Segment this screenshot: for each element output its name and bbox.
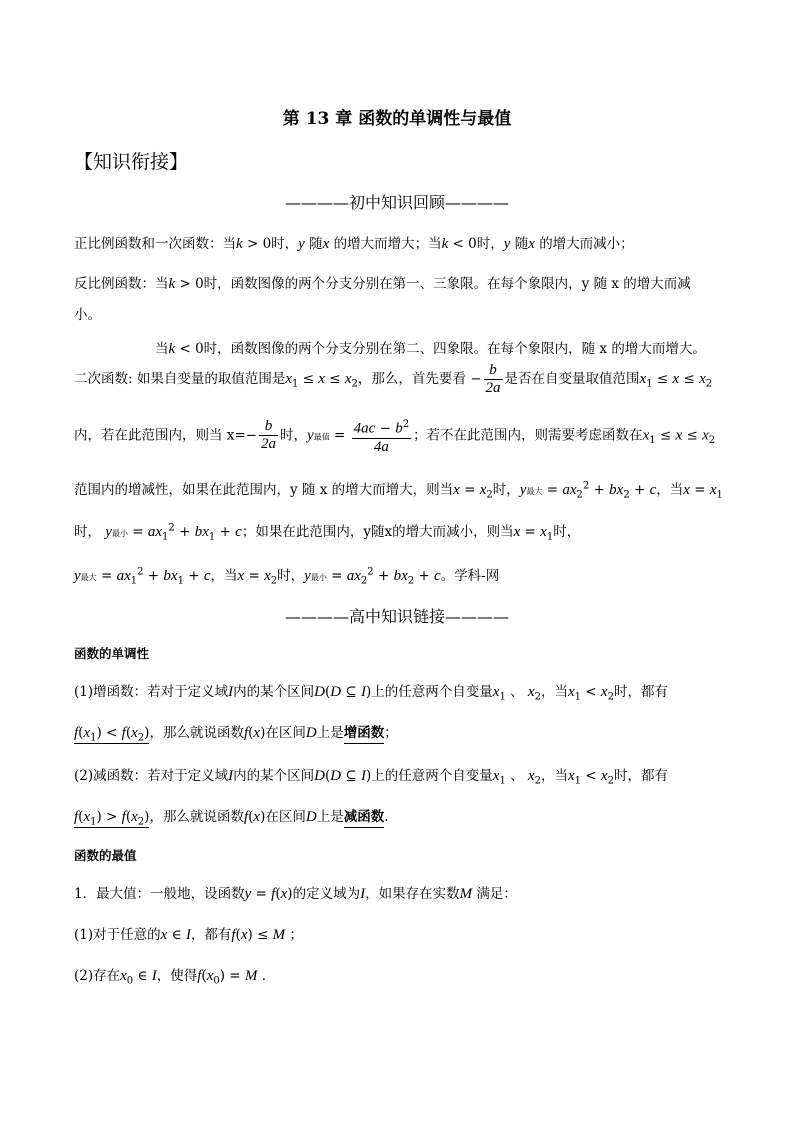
junior-p4: 二次函数: 如果自变量的取值范围是$x_1 \le x \le x_2$，那么，首先要看 − $\frac{b}{2a}$ 是否在自变量取值范围$x_1 \le x \le x_2$: [74, 362, 713, 396]
junior-p5: 内，若在此范围内，则当 x=− $\frac{b}{2a}$ 时，y最值 = $\frac{4ac - b^2}{4a}$ ；若不在此范围内，则需要考虑函数在$x_1 \le x \le x_2$: [74, 416, 715, 456]
senior-header: ————高中知识链接————: [284, 607, 509, 626]
junior-p3: 当k < 0时，函数图像的两个分支分别在第二、四象限。在每个象限内，随 x 的增大而增大。: [155, 341, 706, 357]
junior-p1: 正比例函数和一次函数：当k > 0时，y 随x 的增大而增大；当k < 0时，y 随x 的增大而减小；: [74, 236, 634, 252]
decreasing-def-cont: $f(x_1) > f(x_2)$，那么就说函数f(x)在区间D上是减函数.: [74, 809, 389, 828]
increasing-def: (1)增函数：若对于定义域I内的某个区间D(D ⊆ I)上的任意两个自变量$x_1$ 、 $x_2$，当$x_1 < x_2$时，都有: [74, 684, 668, 703]
condition-1: (1)对于任意的x ∈ I，都有f(x) ≤ M ；: [74, 927, 303, 943]
extrema-heading: 函数的最值: [74, 848, 137, 863]
maximum-def: 1．最大值：一般地，设函数y = f(x)的定义域为I，如果存在实数M 满足：: [74, 886, 517, 902]
monotonicity-heading: 函数的单调性: [74, 646, 150, 661]
condition-2: (2)存在$x_0$ ∈ I，使得$f(x_0) = M$ .: [74, 968, 267, 987]
term-decreasing: 减函数: [344, 809, 385, 828]
junior-p7: 时， y最小 = $ax_1^2 + bx_1 + c$；如果在此范围内，y随x的增大而减小，则当$x = x_1$时，: [74, 522, 581, 543]
junior-p2: 反比例函数：当k > 0时，函数图像的两个分支分别在第一、三象限。在每个象限内，y 随 x 的增大而减: [74, 276, 691, 292]
term-increasing: 增函数: [344, 725, 385, 744]
junior-p2-cont: 小。: [74, 307, 101, 323]
junior-p8: y最大 = $ax_1^2 + bx_1 + c$，当$x = x_2$时，y最小 = $ax_2^2 + bx_2 + c$。学科-网: [74, 566, 500, 587]
junior-p6: 范围内的增减性，如果在此范围内，y 随 x 的增大而增大，则当$x = x_2$时，y最大 = $ax_2^2 + bx_2 + c$，当$x = x_1$: [74, 480, 723, 501]
section-label: 【知识衔接】: [74, 151, 189, 173]
decreasing-def: (2)减函数：若对于定义域I内的某个区间D(D ⊆ I)上的任意两个自变量$x_1$ 、 $x_2$，当$x_1 < x_2$时，都有: [74, 768, 668, 787]
page-title: 第 13 章 函数的单调性与最值: [282, 109, 512, 129]
increasing-def-cont: $f(x_1) < f(x_2)$，那么就说函数f(x)在区间D上是增函数；: [74, 725, 398, 744]
junior-header: ————初中知识回顾————: [284, 193, 509, 212]
